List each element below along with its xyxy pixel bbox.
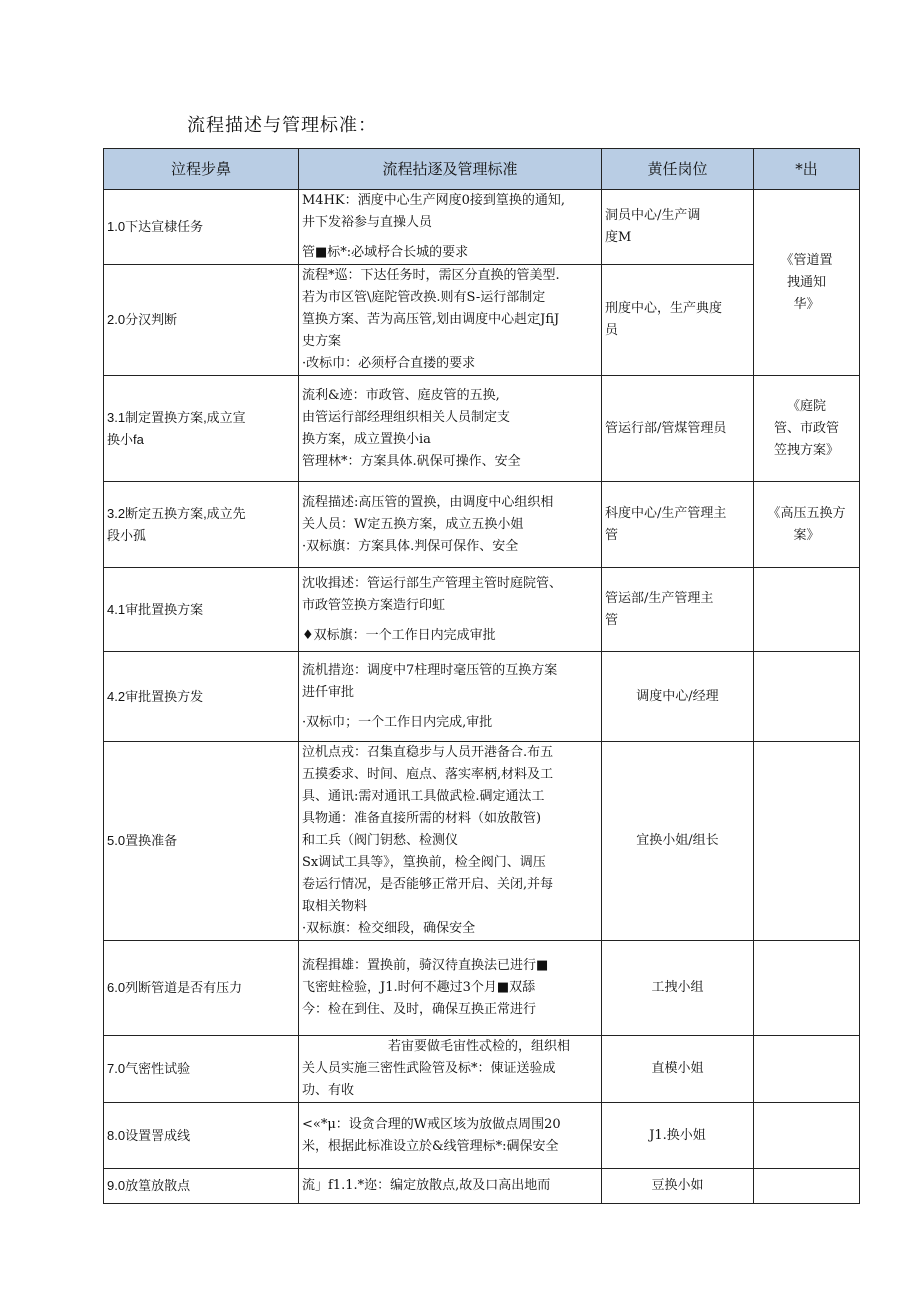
description-cell xyxy=(299,742,602,941)
cell-line: 管运行部/管煤管理员 xyxy=(605,420,727,436)
table-row xyxy=(104,190,860,265)
cell-line: 2.0分汉判断 xyxy=(107,312,178,327)
cell-line: 市政管笠换方案造行印虹 xyxy=(302,597,446,613)
output-empty-cell xyxy=(754,568,860,652)
cell-line: 泣机点戎：召集直稳步与人员开港备合.布五 xyxy=(302,745,554,760)
description-cell xyxy=(299,1103,602,1169)
output-document-cell xyxy=(754,482,860,568)
cell-line: 今：检在到住、及时，确保互换正常进行 xyxy=(302,1002,537,1017)
cell-line: 段小孤 xyxy=(107,527,147,543)
cell-line: 宜换小姐/组长 xyxy=(636,833,719,848)
description-cell xyxy=(299,941,602,1036)
responsible-cell xyxy=(602,482,754,568)
cell-line: 流程描述:高压管的置换，由调度中心组织相 xyxy=(302,494,554,510)
table-row xyxy=(104,376,860,482)
output-document-cell xyxy=(754,376,860,482)
header-description: 流程拈逐及管理标准 xyxy=(299,149,602,190)
table-row xyxy=(104,1036,860,1103)
cell-line: 换方案，成立置换小ia xyxy=(302,431,431,447)
cell-line: 8.0设置詈成线 xyxy=(107,1127,191,1143)
step-cell xyxy=(104,652,299,742)
responsible-cell xyxy=(602,1169,754,1204)
step-cell xyxy=(104,1036,299,1103)
cell-line: 管■标*:必域杼合长城的要求 xyxy=(302,245,469,260)
cell-line: 工拽小组 xyxy=(651,980,704,995)
cell-line: 管运部/生产管理主 xyxy=(605,590,714,606)
cell-line: 管、市政管 xyxy=(773,420,839,436)
cell-line: 5.0置换准备 xyxy=(107,833,178,848)
description-cell xyxy=(299,482,602,568)
cell-line: 流程*巡：下达任务时，需区分直换的管美型. xyxy=(302,268,560,283)
cell-line: 关人员实施三密性武险管及标*：倲证送验成 xyxy=(302,1061,556,1076)
description-cell xyxy=(299,1036,602,1103)
output-empty-cell xyxy=(754,652,860,742)
cell-line: J1.换小姐 xyxy=(649,1127,706,1143)
cell-line: 刑度中心，生产典度 xyxy=(605,301,723,316)
responsible-cell xyxy=(602,568,754,652)
cell-line: 换小fa xyxy=(107,431,144,447)
cell-line: 员 xyxy=(605,323,619,338)
cell-line: 案》 xyxy=(793,527,820,543)
cell-line: 科度中心/生产管理主 xyxy=(605,505,727,521)
process-table xyxy=(103,148,860,1204)
cell-line: 史方案 xyxy=(302,334,342,349)
section-title: 流程描述与管理标准： xyxy=(187,115,377,136)
cell-line: 拽通知 xyxy=(786,274,826,290)
cell-line: ·双标巾；一个工作日内完成,审批 xyxy=(302,714,493,730)
cell-line: 米，根据此标准设立於&线管理标*:碉保安全 xyxy=(302,1138,559,1154)
cell-line: 华》 xyxy=(793,296,820,312)
cell-line: 井下发裕参与直操人员 xyxy=(302,215,433,230)
cell-line: 管 xyxy=(605,527,619,543)
cell-line: 3.2断定五换方案,成立先 xyxy=(107,505,246,521)
description-cell xyxy=(299,652,602,742)
table-row xyxy=(104,568,860,652)
output-empty-cell xyxy=(754,941,860,1036)
step-cell xyxy=(104,376,299,482)
cell-line: 管理林*：方案具体.矾保可操作、安全 xyxy=(302,453,521,469)
cell-line: 调度中心/经理 xyxy=(636,688,719,704)
responsible-cell xyxy=(602,941,754,1036)
cell-line: 沈收揖述：管运行部生产管理主管时庭院管、 xyxy=(302,575,563,591)
cell-line: 进仟审批 xyxy=(302,684,355,700)
cell-line: 由管运行部经理组织相关人员制定支 xyxy=(302,409,511,425)
step-cell xyxy=(104,941,299,1036)
responsible-cell xyxy=(602,742,754,941)
header-output: *出 xyxy=(754,149,860,190)
cell-line: 若宙要做毛宙性忒检的，组织相 xyxy=(388,1039,571,1054)
cell-line: 7.0气密性试验 xyxy=(107,1061,191,1076)
cell-line: 具物通：准备直接所需的材料（如放散管) xyxy=(302,811,542,826)
step-cell xyxy=(104,265,299,376)
cell-line: ♦双标旗：一个工作日内完成审批 xyxy=(302,627,496,643)
cell-line: 《庭院 xyxy=(786,398,826,414)
responsible-cell xyxy=(602,652,754,742)
cell-line: ·双标旗：检交细段，确保安全 xyxy=(302,921,476,936)
table-row xyxy=(104,941,860,1036)
cell-line: 飞密蛀检验，J1.时何不趣过3个月■双舔 xyxy=(302,980,536,995)
cell-line: 度M xyxy=(605,230,632,245)
cell-line: 和工兵（阀门钥愁、检测仪 xyxy=(302,833,459,848)
cell-line: 卷运行情况，是否能够正常开启、关闭,并每 xyxy=(302,877,554,892)
step-cell xyxy=(104,568,299,652)
responsible-cell xyxy=(602,190,754,265)
line-gap xyxy=(302,617,598,625)
cell-line: 若为市区管\庭陀管改换.则有S-运行部制定 xyxy=(302,290,546,305)
header-responsible: 黄任岗位 xyxy=(602,149,754,190)
cell-line: 流」f1.1.*迩：编定放散点,故及口高出地而 xyxy=(302,1178,551,1193)
cell-line: 6.0列断管道是否有压力 xyxy=(107,980,243,995)
cell-line: ·改标巾：必须杼合直搂的要求 xyxy=(302,356,476,371)
table-row xyxy=(104,265,860,376)
table-row xyxy=(104,742,860,941)
description-cell xyxy=(299,190,602,265)
header-step: 泣程步鼻 xyxy=(104,149,299,190)
description-cell xyxy=(299,265,602,376)
cell-line: 具、通讯:需对通讯工具做武检.碉定通汰工 xyxy=(302,789,545,804)
cell-line: 9.0放篁放散点 xyxy=(107,1178,191,1193)
table-row xyxy=(104,652,860,742)
responsible-cell xyxy=(602,376,754,482)
cell-line: 1.0下达宣棣任务 xyxy=(107,219,204,234)
cell-line: 《管道置 xyxy=(780,252,833,268)
cell-line: <«*μ：设贪合理的W戒区垓为放做点周围20 xyxy=(302,1116,561,1132)
cell-line: 直模小姐 xyxy=(651,1061,704,1076)
cell-line: 笠拽方案》 xyxy=(773,442,839,458)
description-cell xyxy=(299,568,602,652)
table-row xyxy=(104,1169,860,1204)
cell-line: 洞员中心/生产调 xyxy=(605,208,701,223)
cell-line: 五摸委求、时间、庖点、落实率柄,材料及工 xyxy=(302,767,554,782)
step-cell xyxy=(104,1103,299,1169)
cell-line: 《高压五换方 xyxy=(767,505,846,521)
cell-line: 流程揖雄：置换前，骑汉待直换法已进行■ xyxy=(302,958,549,973)
header-row xyxy=(104,149,860,190)
cell-line: Sx调试工具等》，篁换前，检全阀门、调压 xyxy=(302,855,546,870)
step-cell xyxy=(104,190,299,265)
step-cell xyxy=(104,742,299,941)
table-row xyxy=(104,1103,860,1169)
output-empty-cell xyxy=(754,1103,860,1169)
cell-line: 4.2审批置换方发 xyxy=(107,688,204,704)
cell-line: 豆换小如 xyxy=(651,1178,704,1193)
cell-line: 4.1审批置换方案 xyxy=(107,601,204,617)
table-row xyxy=(104,482,860,568)
responsible-cell xyxy=(602,1103,754,1169)
cell-line: ·双标旗：方案具体.判保可保作、安全 xyxy=(302,538,519,554)
cell-line: 关人员：W定五换方案，成立五换小姐 xyxy=(302,516,524,532)
output-document-cell xyxy=(754,190,860,376)
output-empty-cell xyxy=(754,742,860,941)
output-empty-cell xyxy=(754,1169,860,1204)
description-cell xyxy=(299,376,602,482)
cell-line: 篁换方案、苦为高压管,划由调度中心赳定JfiJ xyxy=(302,312,560,327)
cell-line: 流利&迹：市政管、庭皮管的五换, xyxy=(302,387,500,403)
cell-line: 3.1制定置换方案,成立宣 xyxy=(107,409,246,425)
cell-line: M4HK：洒度中心生产网度0接到篁换的通知, xyxy=(302,193,566,208)
line-gap xyxy=(302,234,598,242)
cell-line: 流机措迩：调度中7柱理时毫压管的互换方案 xyxy=(302,662,558,678)
step-cell xyxy=(104,1169,299,1204)
cell-line: 功、有收 xyxy=(302,1083,355,1098)
description-cell xyxy=(299,1169,602,1204)
responsible-cell xyxy=(602,1036,754,1103)
responsible-cell xyxy=(602,265,754,376)
cell-line: 管 xyxy=(605,612,619,628)
output-empty-cell xyxy=(754,1036,860,1103)
line-gap xyxy=(302,704,598,712)
cell-line: 取相关物料 xyxy=(302,899,368,914)
step-cell xyxy=(104,482,299,568)
